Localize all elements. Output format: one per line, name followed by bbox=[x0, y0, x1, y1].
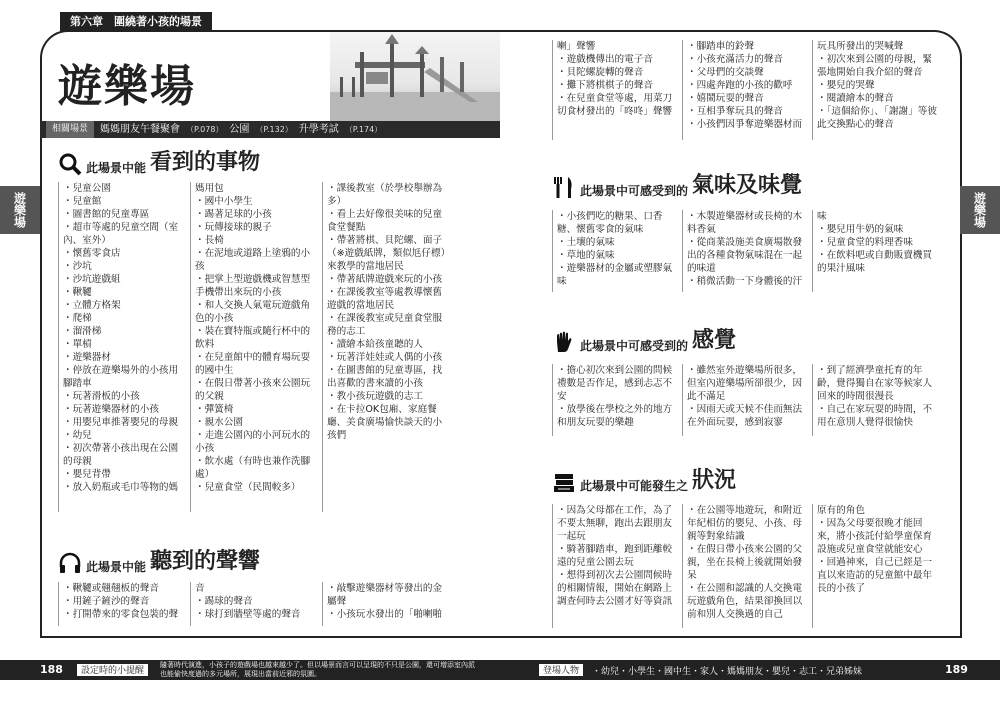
list-item: ・兒童館 bbox=[63, 196, 102, 207]
list-item: ・在公園和認識的人交換電玩遊戲角色，結果卻換回以前和別人交換過的自己 bbox=[687, 583, 803, 620]
list-item: ・兒童食堂（民間較多） bbox=[195, 482, 301, 493]
list-item: ・在卡拉OK包廂、家庭餐廳、美食廣場愉快談天的小孩們 bbox=[327, 404, 443, 441]
right-page-number: 189 bbox=[945, 663, 968, 676]
list-item: ・小孩充滿活力的聲音 bbox=[687, 54, 783, 65]
list-item: ・兒童公園 bbox=[63, 183, 111, 194]
situation-section-header bbox=[552, 463, 736, 494]
list-item: ・到了經濟學童托育的年齡，覺得獨自在家等候家人回來的時間很漫長 bbox=[817, 365, 933, 402]
list-item: ・自己在家玩耍的時間，不用在意別人覺得很愉快 bbox=[817, 404, 933, 428]
hear-section-header bbox=[58, 544, 260, 575]
list-item: ・想得到初次去公園問候時的相關情報，開始在網路上調查何時去公園才好等資訊 bbox=[557, 570, 673, 607]
related-item-3[interactable]: 升學考試 bbox=[298, 124, 339, 135]
list-item: ・看上去好像很美味的兒童食堂餐點 bbox=[327, 209, 443, 233]
hear-big: 聽到的聲響 bbox=[150, 548, 261, 574]
see-col-2 bbox=[190, 182, 322, 512]
related-page-3: （P.174） bbox=[344, 125, 383, 134]
smell-col-2 bbox=[682, 210, 812, 292]
list-item: ・攤下將棋棋子的聲音 bbox=[557, 80, 653, 91]
list-item: ・腳踏車的鈴聲 bbox=[687, 41, 755, 52]
chapter-heading: 第六章 圍繞著小孩的場景 bbox=[60, 12, 212, 32]
side-tab-right: 遊樂場 bbox=[960, 186, 1000, 234]
list-item: ・踢著足球的小孩 bbox=[195, 209, 272, 220]
list-item: ・騎著腳踏車，跑到距離較遠的兒童公園去玩 bbox=[557, 544, 673, 568]
list-item: ・停放在遊樂場外的小孩用腳踏車 bbox=[63, 365, 179, 389]
list-item: ・在公園等地遊玩，和附近年紀相仿的嬰兒、小孩、母親等對象結識 bbox=[687, 505, 803, 542]
list-item: ・帶著將棋、貝陀螺、面子（※遊戲紙牌，類似尪仔標）來教學的當地居民 bbox=[327, 235, 446, 272]
list-item: ・嬰兒用牛奶的氣味 bbox=[817, 224, 904, 235]
list-item: ・教小孩玩遊戲的志工 bbox=[327, 391, 423, 402]
list-item: ・「這個給你」、「謝謝」等彼此交換點心的聲音 bbox=[817, 106, 937, 130]
list-item: ・因為父母都在工作，為了不要太無聊，跑出去跟朋友一起玩 bbox=[557, 505, 673, 542]
list-item: ・遊樂器材 bbox=[63, 352, 111, 363]
list-item: ・踢球的聲音 bbox=[195, 596, 253, 607]
playground-photo bbox=[330, 32, 500, 122]
situation-big: 狀況 bbox=[692, 467, 737, 493]
hear-col-1 bbox=[58, 582, 190, 626]
list-item: ・小孩玩水發出的「啪喇啪 bbox=[327, 609, 443, 620]
list-item: ・玩傳接球的親子 bbox=[195, 222, 272, 233]
list-item: ・溜滑梯 bbox=[63, 326, 102, 337]
situation-col-3 bbox=[812, 504, 942, 628]
list-item: ・打開帶來的零食包裝的聲 bbox=[63, 609, 179, 620]
list-item: ・敲擊遊樂器材等發出的金屬聲 bbox=[327, 583, 443, 607]
list-item: ・親水公園 bbox=[195, 417, 243, 428]
hear-col-2 bbox=[190, 582, 322, 626]
list-item: ・在課後教室或兒童食堂服務的志工 bbox=[327, 313, 443, 337]
list-item: ・玩著滑板的小孩 bbox=[63, 391, 140, 402]
feel-columns bbox=[552, 364, 942, 436]
title-block bbox=[40, 32, 330, 122]
characters-text: ・幼兒・小學生・國中生・家人・媽媽朋友・嬰兒・志工・兄弟姊妹 bbox=[592, 667, 863, 677]
list-item: ・嬉鬧玩耍的聲音 bbox=[687, 93, 764, 104]
books-icon bbox=[552, 470, 576, 494]
list-item: ・從商業設施美食廣場散發出的各種食物氣味混在一起的味道 bbox=[687, 237, 803, 274]
hear-col-3 bbox=[322, 582, 454, 626]
list-item: 喇」聲響 bbox=[557, 41, 596, 52]
list-item: ・沙坑 bbox=[63, 261, 92, 272]
list-item: ・單槓 bbox=[63, 339, 92, 350]
hear-cont-columns bbox=[552, 40, 942, 140]
tip-text: 隨著時代演進，小孩子的遊戲場也越來越少了。但以場景而言可以呈現的不只是公園，還可增添室內派也能偷快度過的多元場所，展現出當前近邪的氛圍。 bbox=[160, 661, 475, 678]
feel-col-2 bbox=[682, 364, 812, 436]
list-item: ・讀繪本給孩童聽的人 bbox=[327, 339, 423, 350]
list-item: ・在假日帶小孩來公園的父親，坐在長椅上後就開始發呆 bbox=[687, 544, 803, 581]
situation-col-2 bbox=[682, 504, 812, 628]
list-item: ・因為父母要很晚才能回來，將小孩託付給學童保育設施或兒童食堂就能安心 bbox=[817, 518, 933, 555]
list-item: ・圖書館的兒童專區 bbox=[63, 209, 150, 220]
list-item: ・土壤的氣味 bbox=[557, 237, 615, 248]
list-item: ・嬰兒背帶 bbox=[63, 469, 111, 480]
list-item: ・彈簧椅 bbox=[195, 404, 234, 415]
page-title: 遊樂場 bbox=[58, 61, 196, 112]
related-page-2: （P.132） bbox=[255, 125, 293, 134]
playground-illustration bbox=[330, 32, 500, 122]
list-item: ・雖然室外遊樂場所很多，但室內遊樂場所卻很少，因此不滿足 bbox=[687, 365, 803, 402]
list-item: 玩具所發出的哭喊聲 bbox=[817, 41, 904, 52]
list-item: ・貝陀螺旋轉的聲音 bbox=[557, 67, 644, 78]
list-item: ・立體方格架 bbox=[63, 300, 121, 311]
list-item: ・長椅 bbox=[195, 235, 224, 246]
fork-knife-icon bbox=[552, 175, 576, 199]
list-item: ・和人交換人氣電玩遊戲角色的小孩 bbox=[195, 300, 311, 324]
list-item: ・課後教室（於學校舉辦為多） bbox=[327, 183, 443, 207]
situation-small: 此場景中可能發生之 bbox=[580, 479, 689, 493]
smell-big: 氣味及味覺 bbox=[692, 172, 803, 198]
list-item: ・懷舊零食店 bbox=[63, 248, 121, 259]
list-item: ・帶著紙牌遊戲來玩的小孩 bbox=[327, 274, 443, 285]
feel-col-1 bbox=[552, 364, 682, 436]
list-item: ・鞦韆 bbox=[63, 287, 92, 298]
list-item: ・國中小學生 bbox=[195, 196, 253, 207]
situation-columns bbox=[552, 504, 942, 628]
magnifier-icon bbox=[58, 152, 82, 176]
list-item: 味 bbox=[817, 211, 827, 222]
list-item: ・閱讀繪本的聲音 bbox=[817, 93, 894, 104]
smell-section-header bbox=[552, 168, 802, 199]
list-item: ・超市等處的兒童空間（室內、室外） bbox=[63, 222, 179, 246]
list-item: ・初次來到公園的母親，緊張地開始自我介紹的聲音 bbox=[817, 54, 933, 78]
list-item: ・稍微活動一下身體後的汗 bbox=[687, 276, 803, 287]
list-item: ・父母們的交談聲 bbox=[687, 67, 764, 78]
list-item: ・遊樂器材的金屬或塑膠氣味 bbox=[557, 263, 673, 287]
list-item: ・走進公園內的小河玩水的小孩 bbox=[195, 430, 311, 454]
list-item: ・在兒童食堂等處，用菜刀切食材發出的「咚咚」聲響 bbox=[557, 93, 673, 117]
list-item: ・玩著遊樂器材的小孩 bbox=[63, 404, 159, 415]
list-item: ・鞦韆或翹翹板的聲音 bbox=[63, 583, 159, 594]
list-item: ・在課後教室等處教導懷舊遊戲的當地居民 bbox=[327, 287, 443, 311]
smell-columns bbox=[552, 210, 942, 292]
list-item: ・在泥地或道路上塗鴉的小孩 bbox=[195, 248, 311, 272]
list-item: ・沙坑遊戲組 bbox=[63, 274, 121, 285]
list-item: ・互相爭奪玩具的聲音 bbox=[687, 106, 783, 117]
see-col-1 bbox=[58, 182, 190, 512]
headphones-icon bbox=[58, 551, 82, 575]
characters-label: 登場人物 bbox=[538, 663, 584, 677]
hear-cont-col-1 bbox=[552, 40, 682, 140]
side-tab-left: 遊樂場 bbox=[0, 186, 40, 234]
list-item: ・球打到牆壁等處的聲音 bbox=[195, 609, 301, 620]
list-item: ・放入奶瓶或毛巾等物的媽 bbox=[63, 482, 179, 493]
list-item: ・爬梯 bbox=[63, 313, 92, 324]
list-item: ・把掌上型遊戲機或智慧型手機帶出來玩的小孩 bbox=[195, 274, 311, 298]
list-item: ・飲水處（有時也兼作洗腳處） bbox=[195, 456, 311, 480]
list-item: ・用嬰兒車推著嬰兒的母親 bbox=[63, 417, 179, 428]
see-small: 此場景中能 bbox=[86, 161, 147, 175]
list-item: ・小孩們因爭奪遊樂器材而 bbox=[687, 119, 803, 130]
hear-columns bbox=[58, 582, 454, 626]
list-item: ・放學後在學校之外的地方和朋友玩耍的樂趣 bbox=[557, 404, 673, 428]
list-item: ・回過神來，自己已經是一直以來造訪的兒童館中最年長的小孩了 bbox=[817, 557, 933, 594]
list-item: ・幼兒 bbox=[63, 430, 92, 441]
list-item: 媽用包 bbox=[195, 183, 224, 194]
list-item: ・用鏟子鏟沙的聲音 bbox=[63, 596, 150, 607]
hear-cont-col-2 bbox=[682, 40, 812, 140]
tip-label: 設定時的小提醒 bbox=[76, 663, 149, 677]
list-item: ・兒童食堂的料理香味 bbox=[817, 237, 913, 248]
see-big: 看到的事物 bbox=[150, 149, 261, 175]
left-page-number: 188 bbox=[40, 663, 63, 676]
smell-small: 此場景中可感受到的 bbox=[580, 184, 689, 198]
feel-col-3 bbox=[812, 364, 942, 436]
related-page-1: （P.078） bbox=[186, 125, 224, 134]
related-item-1[interactable]: 媽媽朋友午餐聚會 bbox=[100, 124, 181, 135]
list-item: ・四處奔跑的小孩的歡呼 bbox=[687, 80, 793, 91]
feel-section-header bbox=[552, 323, 736, 354]
related-item-2[interactable]: 公園 bbox=[229, 124, 250, 135]
feel-big: 感覺 bbox=[692, 327, 737, 353]
list-item: ・遊戲機傳出的電子音 bbox=[557, 54, 653, 65]
smell-col-3 bbox=[812, 210, 942, 292]
hand-icon bbox=[552, 330, 576, 354]
related-scenes-bar bbox=[40, 121, 500, 138]
see-section-header bbox=[58, 145, 260, 176]
list-item: ・木製遊樂器材或長椅的木料香氣 bbox=[687, 211, 803, 235]
list-item: ・嬰兒的哭聲 bbox=[817, 80, 875, 91]
list-item: ・在兒童館中的體育場玩耍的國中生 bbox=[195, 352, 311, 376]
list-item: ・玩著洋娃娃或人偶的小孩 bbox=[327, 352, 443, 363]
situation-col-1 bbox=[552, 504, 682, 628]
related-label: 相關場景 bbox=[46, 121, 94, 138]
see-col-3 bbox=[322, 182, 454, 512]
list-item: ・小孩們吃的糖果、口香糖、懷舊零食的氣味 bbox=[557, 211, 663, 235]
hear-small: 此場景中能 bbox=[86, 560, 147, 574]
list-item: ・在圖書館的兒童專區，找出喜歡的書來讀的小孩 bbox=[327, 365, 443, 389]
list-item: ・裝在寶特瓶或隨行杯中的飲料 bbox=[195, 326, 311, 350]
list-item: ・在飲料吧或自動販賣機買的果汁風味 bbox=[817, 250, 933, 274]
list-item: 原有的角色 bbox=[817, 505, 865, 516]
list-item: ・草地的氣味 bbox=[557, 250, 615, 261]
hear-cont-col-3 bbox=[812, 40, 942, 140]
list-item: ・在假日帶著小孩來公園玩的父親 bbox=[195, 378, 311, 402]
list-item: ・因雨天或天候不佳而無法在外面玩耍，感到寂寥 bbox=[687, 404, 803, 428]
feel-small: 此場景中可感受到的 bbox=[580, 339, 689, 353]
smell-col-1 bbox=[552, 210, 682, 292]
list-item: 音 bbox=[195, 583, 205, 594]
see-columns bbox=[58, 182, 454, 512]
list-item: ・初次帶著小孩出現在公園的母親 bbox=[63, 443, 179, 467]
list-item: ・擔心初次來到公園的問候禮數是否作足，感到忐忑不安 bbox=[557, 365, 673, 402]
